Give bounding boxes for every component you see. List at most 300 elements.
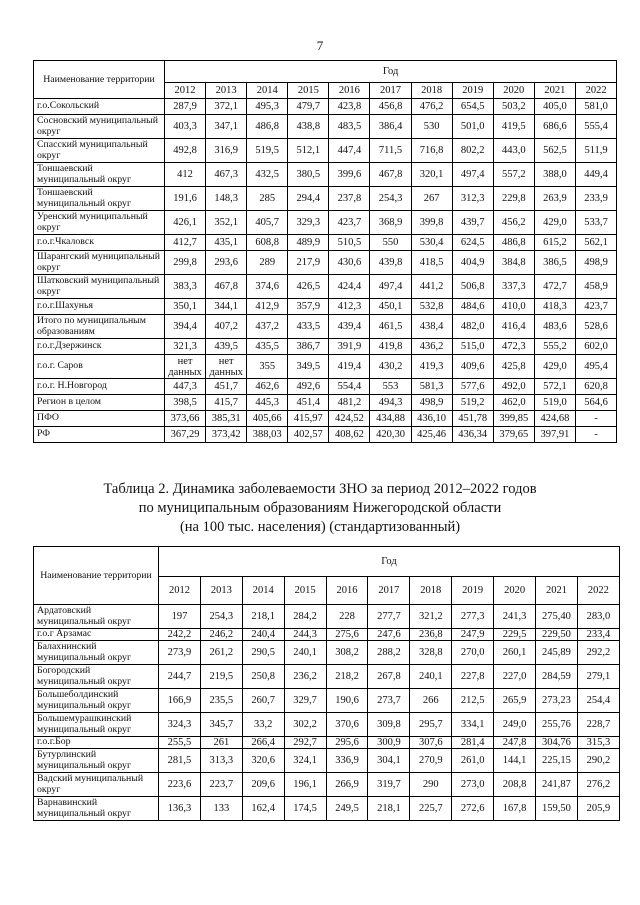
value-cell: 284,2 [284, 605, 326, 629]
value-cell: 374,6 [247, 275, 288, 299]
value-cell: 284,59 [536, 665, 578, 689]
value-cell: 418,3 [534, 299, 575, 315]
value-cell: 237,8 [329, 187, 370, 211]
table-row [34, 211, 617, 235]
value-cell: 572,1 [534, 379, 575, 395]
row-territory-name: г.о.г.Бор [34, 737, 159, 749]
year-header: 2014 [242, 577, 284, 605]
value-cell: 233,9 [575, 187, 616, 211]
value-cell: 385,31 [206, 411, 247, 427]
value-cell: 290,2 [577, 749, 619, 773]
value-cell: 190,6 [326, 689, 368, 713]
row-territory-name: г.о.г.Чкаловск [34, 235, 165, 251]
value-cell: 577,6 [452, 379, 493, 395]
value-cell: 294,4 [288, 187, 329, 211]
value-cell: 451,4 [288, 395, 329, 411]
header-territory: Наименование территории [34, 61, 165, 99]
value-cell: 283,0 [577, 605, 619, 629]
table-row [34, 275, 617, 299]
value-cell: 462,6 [247, 379, 288, 395]
table-row [34, 737, 620, 749]
value-cell: 519,2 [452, 395, 493, 411]
row-territory-name: Ардатовский муниципальный округ [34, 605, 159, 629]
year-header: 2015 [288, 83, 329, 99]
value-cell: 386,4 [370, 115, 411, 139]
value-cell: 293,6 [206, 251, 247, 275]
value-cell: 418,5 [411, 251, 452, 275]
value-cell: 515,0 [452, 339, 493, 355]
table-row [34, 411, 617, 427]
value-cell: 398,5 [165, 395, 206, 411]
row-territory-name: Большеболдинский муниципальный округ [34, 689, 159, 713]
value-cell: 412,3 [329, 299, 370, 315]
value-cell: 445,3 [247, 395, 288, 411]
value-cell: 519,0 [534, 395, 575, 411]
table2-caption-line-2: по муниципальным образованиям Нижегородской области [138, 500, 502, 516]
table-row [34, 251, 617, 275]
value-cell: 497,4 [370, 275, 411, 299]
value-cell: 608,8 [247, 235, 288, 251]
year-header: 2013 [206, 83, 247, 99]
row-territory-name: Варнавинский муниципальный округ [34, 797, 159, 821]
value-cell: 162,4 [242, 797, 284, 821]
row-territory-name: г.о.г Арзамас [34, 629, 159, 641]
value-cell: 315,3 [577, 737, 619, 749]
value-cell: 415,7 [206, 395, 247, 411]
value-cell: 441,2 [411, 275, 452, 299]
value-cell: 328,8 [410, 641, 452, 665]
year-header: 2021 [536, 577, 578, 605]
value-cell: 245,89 [536, 641, 578, 665]
value-cell: 497,4 [452, 163, 493, 187]
value-cell: 197 [159, 605, 201, 629]
value-cell: 225,15 [536, 749, 578, 773]
value-cell: 285 [247, 187, 288, 211]
table-row [34, 665, 620, 689]
year-header: 2016 [326, 577, 368, 605]
value-cell: 511,9 [575, 139, 616, 163]
value-cell: 218,2 [326, 665, 368, 689]
value-cell: 410,0 [493, 299, 534, 315]
value-cell: 273,7 [368, 689, 410, 713]
value-cell: 379,65 [493, 427, 534, 443]
value-cell: 439,7 [452, 211, 493, 235]
value-cell: 277,3 [452, 605, 494, 629]
value-cell: 368,9 [370, 211, 411, 235]
value-cell: 397,91 [534, 427, 575, 443]
value-cell: 386,5 [534, 251, 575, 275]
value-cell: 498,9 [575, 251, 616, 275]
value-cell: 345,7 [200, 713, 242, 737]
value-cell: 415,97 [288, 411, 329, 427]
value-cell: 261 [200, 737, 242, 749]
value-cell: 167,8 [494, 797, 536, 821]
value-cell: 247,9 [452, 629, 494, 641]
row-territory-name: РФ [34, 427, 165, 443]
value-cell: 312,3 [452, 187, 493, 211]
value-cell: 624,5 [452, 235, 493, 251]
value-cell: 196,1 [284, 773, 326, 797]
row-territory-name: Сосновский муниципальный округ [34, 115, 165, 139]
value-cell: 227,0 [494, 665, 536, 689]
value-cell: 254,4 [577, 689, 619, 713]
value-cell: 288,2 [368, 641, 410, 665]
value-cell: 409,6 [452, 355, 493, 379]
value-cell: 350,1 [165, 299, 206, 315]
value-cell: 352,1 [206, 211, 247, 235]
value-cell: 292,7 [284, 737, 326, 749]
value-cell: 228 [326, 605, 368, 629]
row-territory-name: Тоншаевский муниципальный округ [34, 163, 165, 187]
value-cell: 324,3 [159, 713, 201, 737]
value-cell: 412,7 [165, 235, 206, 251]
row-territory-name: г.о.г. Саров [34, 355, 165, 379]
value-cell: 235,5 [200, 689, 242, 713]
year-header: 2021 [534, 83, 575, 99]
value-cell: 495,4 [575, 355, 616, 379]
value-cell: 266 [410, 689, 452, 713]
value-cell: 240,1 [284, 641, 326, 665]
value-cell: 261,0 [452, 749, 494, 773]
value-cell: 450,1 [370, 299, 411, 315]
value-cell: 486,8 [247, 115, 288, 139]
value-cell: 383,3 [165, 275, 206, 299]
value-cell: 433,5 [288, 315, 329, 339]
value-cell: 467,3 [206, 163, 247, 187]
value-cell: 225,7 [410, 797, 452, 821]
value-cell: 483,5 [329, 115, 370, 139]
value-cell: 686,6 [534, 115, 575, 139]
row-territory-name: Бутурлинский муниципальный округ [34, 749, 159, 773]
value-cell: 266,4 [242, 737, 284, 749]
value-cell: 267 [411, 187, 452, 211]
value-cell: 602,0 [575, 339, 616, 355]
value-cell: 430,2 [370, 355, 411, 379]
value-cell: 419,3 [411, 355, 452, 379]
value-cell: 266,9 [326, 773, 368, 797]
value-cell: 319,7 [368, 773, 410, 797]
year-header: 2018 [410, 577, 452, 605]
value-cell: 403,3 [165, 115, 206, 139]
value-cell: 503,2 [493, 99, 534, 115]
row-territory-name: г.о.Сокольский [34, 99, 165, 115]
row-territory-name: Большемурашкинский муниципальный округ [34, 713, 159, 737]
value-cell: 555,4 [575, 115, 616, 139]
value-cell: 447,3 [165, 379, 206, 395]
header-year-group: Год [159, 547, 620, 577]
incidence-table-1 [33, 60, 617, 443]
value-cell: 273,0 [452, 773, 494, 797]
value-cell: 462,0 [493, 395, 534, 411]
value-cell: 229,8 [493, 187, 534, 211]
value-cell: 244,7 [159, 665, 201, 689]
value-cell: 467,8 [206, 275, 247, 299]
value-cell: 443,0 [493, 139, 534, 163]
value-cell: 290 [410, 773, 452, 797]
value-cell: 223,6 [159, 773, 201, 797]
value-cell: 423,7 [575, 299, 616, 315]
value-cell: 133 [200, 797, 242, 821]
value-cell: 367,29 [165, 427, 206, 443]
row-territory-name: Вадский муниципальный округ [34, 773, 159, 797]
value-cell: 292,2 [577, 641, 619, 665]
table-row [34, 355, 617, 379]
value-cell: - [575, 411, 616, 427]
year-header: 2016 [329, 83, 370, 99]
value-cell: 435,5 [247, 339, 288, 355]
value-cell: 492,0 [493, 379, 534, 395]
header-year-group: Год [165, 61, 617, 83]
value-cell: 370,6 [326, 713, 368, 737]
value-cell: 419,5 [493, 115, 534, 139]
value-cell: 174,5 [284, 797, 326, 821]
table-row [34, 713, 620, 737]
page-number: 7 [316, 38, 324, 53]
value-cell: 501,0 [452, 115, 493, 139]
value-cell: 260,1 [494, 641, 536, 665]
value-cell: 254,3 [200, 605, 242, 629]
table2-caption-line-3: (на 100 тыс. населения) (стандартизованный) [179, 519, 461, 535]
value-cell: 388,03 [247, 427, 288, 443]
year-header: 2017 [368, 577, 410, 605]
value-cell: 228,7 [577, 713, 619, 737]
value-cell: 554,4 [329, 379, 370, 395]
value-cell: 136,3 [159, 797, 201, 821]
value-cell: 307,6 [410, 737, 452, 749]
value-cell: 281,4 [452, 737, 494, 749]
year-header: 2012 [159, 577, 201, 605]
value-cell: 208,8 [494, 773, 536, 797]
row-territory-name: Шатковский муниципальный округ [34, 275, 165, 299]
value-cell: 439,5 [206, 339, 247, 355]
value-cell: 533,7 [575, 211, 616, 235]
value-cell: 479,7 [288, 99, 329, 115]
value-cell: 472,7 [534, 275, 575, 299]
value-cell: 355 [247, 355, 288, 379]
value-cell: 424,52 [329, 411, 370, 427]
value-cell: 620,8 [575, 379, 616, 395]
value-cell: 425,8 [493, 355, 534, 379]
table-row [34, 689, 620, 713]
value-cell: 394,4 [165, 315, 206, 339]
value-cell: 550 [370, 235, 411, 251]
value-cell: 217,9 [288, 251, 329, 275]
value-cell: 405,0 [534, 99, 575, 115]
year-header: 2018 [411, 83, 452, 99]
value-cell: 246,2 [200, 629, 242, 641]
year-header: 2022 [575, 83, 616, 99]
value-cell: 429,0 [534, 211, 575, 235]
value-cell: 270,9 [410, 749, 452, 773]
value-cell: 426,5 [288, 275, 329, 299]
value-cell: 309,8 [368, 713, 410, 737]
row-territory-name: Шарангский муниципальный округ [34, 251, 165, 275]
value-cell: 279,1 [577, 665, 619, 689]
value-cell: 148,3 [206, 187, 247, 211]
value-cell: 240,4 [242, 629, 284, 641]
value-cell: 562,1 [575, 235, 616, 251]
value-cell: 287,9 [165, 99, 206, 115]
value-cell: 229,50 [536, 629, 578, 641]
value-cell: 316,9 [206, 139, 247, 163]
value-cell: 437,2 [247, 315, 288, 339]
value-cell: 581,3 [411, 379, 452, 395]
table2-caption-line-1: Таблица 2. Динамика заболеваемости ЗНО за период 2012–2022 годов [103, 481, 537, 497]
value-cell: 270,0 [452, 641, 494, 665]
value-cell: 275,6 [326, 629, 368, 641]
value-cell: 481,2 [329, 395, 370, 411]
value-cell: 240,1 [410, 665, 452, 689]
value-cell: 404,9 [452, 251, 493, 275]
value-cell: 159,50 [536, 797, 578, 821]
value-cell: 530,4 [411, 235, 452, 251]
value-cell: 219,5 [200, 665, 242, 689]
value-cell: 302,2 [284, 713, 326, 737]
value-cell: 295,6 [326, 737, 368, 749]
value-cell: 467,8 [370, 163, 411, 187]
row-territory-name: Уренский муниципальный округ [34, 211, 165, 235]
value-cell: 250,8 [242, 665, 284, 689]
value-cell: 373,66 [165, 411, 206, 427]
value-cell: 581,0 [575, 99, 616, 115]
value-cell: 506,8 [452, 275, 493, 299]
value-cell: 254,3 [370, 187, 411, 211]
value-cell: 255,5 [159, 737, 201, 749]
value-cell: 436,2 [411, 339, 452, 355]
table-row [34, 163, 617, 187]
row-territory-name: ПФО [34, 411, 165, 427]
year-header: 2022 [577, 577, 619, 605]
row-territory-name: Балахнинский муниципальный округ [34, 641, 159, 665]
value-cell: 498,9 [411, 395, 452, 411]
value-cell: 562,5 [534, 139, 575, 163]
value-cell: 384,8 [493, 251, 534, 275]
value-cell: 716,8 [411, 139, 452, 163]
value-cell: 380,5 [288, 163, 329, 187]
row-territory-name: Спасский муниципальный округ [34, 139, 165, 163]
value-cell: 275,40 [536, 605, 578, 629]
table-row [34, 315, 617, 339]
table-row [34, 99, 617, 115]
year-header: 2015 [284, 577, 326, 605]
year-header: 2012 [165, 83, 206, 99]
value-cell: 420,30 [370, 427, 411, 443]
value-cell: 373,42 [206, 427, 247, 443]
value-cell: 324,1 [284, 749, 326, 773]
value-cell: 555,2 [534, 339, 575, 355]
value-cell: 510,5 [329, 235, 370, 251]
value-cell: 564,6 [575, 395, 616, 411]
value-cell: 349,5 [288, 355, 329, 379]
value-cell: 528,6 [575, 315, 616, 339]
value-cell: 476,2 [411, 99, 452, 115]
value-cell: 277,7 [368, 605, 410, 629]
value-cell: 484,6 [452, 299, 493, 315]
year-header: 2014 [247, 83, 288, 99]
value-cell: 436,34 [452, 427, 493, 443]
value-cell: 223,7 [200, 773, 242, 797]
value-cell: 430,6 [329, 251, 370, 275]
value-cell: 229,5 [494, 629, 536, 641]
table-row [34, 395, 617, 411]
value-cell: 241,87 [536, 773, 578, 797]
value-cell: 532,8 [411, 299, 452, 315]
year-header: 2017 [370, 83, 411, 99]
value-cell: 218,1 [242, 605, 284, 629]
value-cell: 424,4 [329, 275, 370, 299]
value-cell: 438,8 [288, 115, 329, 139]
year-header: 2013 [200, 577, 242, 605]
value-cell: 313,3 [200, 749, 242, 773]
value-cell: 419,8 [370, 339, 411, 355]
value-cell: 267,8 [368, 665, 410, 689]
value-cell: 205,9 [577, 797, 619, 821]
value-cell: 329,3 [288, 211, 329, 235]
value-cell: 321,3 [165, 339, 206, 355]
value-cell: 347,1 [206, 115, 247, 139]
value-cell: 273,23 [536, 689, 578, 713]
value-cell: 423,7 [329, 211, 370, 235]
value-cell: 553 [370, 379, 411, 395]
table-row [34, 605, 620, 629]
value-cell: 300,9 [368, 737, 410, 749]
value-cell: 615,2 [534, 235, 575, 251]
value-cell: 247,8 [494, 737, 536, 749]
value-cell: 344,1 [206, 299, 247, 315]
value-cell: 451,7 [206, 379, 247, 395]
header-territory: Наименование территории [34, 547, 159, 605]
value-cell: 423,8 [329, 99, 370, 115]
value-cell: 144,1 [494, 749, 536, 773]
value-cell: 166,9 [159, 689, 201, 713]
row-territory-name: г.о.г.Шахунья [34, 299, 165, 315]
value-cell: 456,8 [370, 99, 411, 115]
table-row [34, 773, 620, 797]
value-cell: 434,88 [370, 411, 411, 427]
value-cell: 494,3 [370, 395, 411, 411]
value-cell: 290,5 [242, 641, 284, 665]
value-cell: 802,2 [452, 139, 493, 163]
value-cell: 321,2 [410, 605, 452, 629]
value-cell: 399,85 [493, 411, 534, 427]
value-cell: 272,6 [452, 797, 494, 821]
value-cell: 304,1 [368, 749, 410, 773]
value-cell: 557,2 [493, 163, 534, 187]
value-cell: 438,4 [411, 315, 452, 339]
value-cell: 399,8 [411, 211, 452, 235]
row-territory-name: Богородский муниципальный округ [34, 665, 159, 689]
value-cell: 486,8 [493, 235, 534, 251]
year-header: 2019 [452, 83, 493, 99]
value-cell: 451,78 [452, 411, 493, 427]
row-territory-name: г.о.г. Н.Новгород [34, 379, 165, 395]
row-territory-name: г.о.г.Дзержинск [34, 339, 165, 355]
table-row [34, 797, 620, 821]
value-cell: 424,68 [534, 411, 575, 427]
value-cell: 711,5 [370, 139, 411, 163]
value-cell: 276,2 [577, 773, 619, 797]
value-cell: 218,1 [368, 797, 410, 821]
value-cell: 209,6 [242, 773, 284, 797]
value-cell: - [575, 427, 616, 443]
table-row [34, 427, 617, 443]
value-cell: 472,3 [493, 339, 534, 355]
value-cell: 482,0 [452, 315, 493, 339]
value-cell: 512,1 [288, 139, 329, 163]
value-cell: 295,7 [410, 713, 452, 737]
value-cell: 273,9 [159, 641, 201, 665]
value-cell: 299,8 [165, 251, 206, 275]
